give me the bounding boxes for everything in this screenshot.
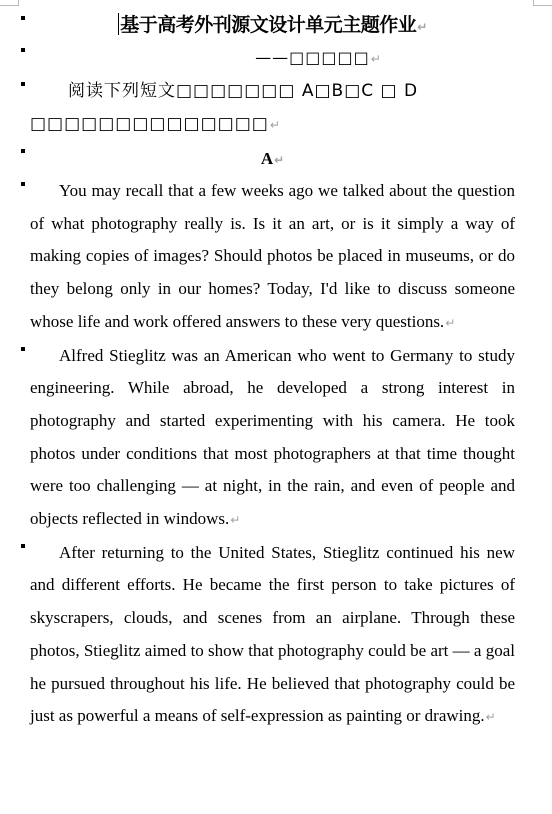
paragraph-mark-icon: ↵ — [274, 153, 285, 167]
paragraph-mark-icon: ↵ — [269, 118, 281, 132]
title-text: 基于高考外刊源文设计单元主题作业 — [120, 14, 417, 36]
document-title[interactable] — [30, 9, 515, 41]
paragraph-mark-icon: ↵ — [485, 710, 496, 725]
instructions-paragraph[interactable] — [30, 75, 515, 142]
body-paragraph-3[interactable] — [30, 537, 515, 734]
list-bullet-icon — [21, 48, 25, 52]
list-bullet-icon — [21, 149, 25, 153]
body-paragraph-2[interactable] — [30, 340, 515, 537]
paragraph-mark-icon: ↵ — [445, 315, 456, 330]
list-bullet-icon — [21, 544, 25, 548]
section-heading[interactable] — [30, 142, 515, 175]
paragraph-text: You may recall that a few weeks ago we talked about the question of what photography really is. Is it an art, or is it simply a way of making copies of images? Should photos be placed in museums, or do they belong only in our homes? Today, I'd like to discuss someone whose life and work offered answers to these very questions. — [30, 181, 515, 331]
paragraph-mark-icon: ↵ — [230, 513, 241, 528]
subtitle-text: ——□□□□□ — [255, 48, 370, 67]
paragraph-text: After returning to the United States, Stieglitz continued his new and different efforts. He became the first person to take pictures of skyscrapers, clouds, and scenes from an airplane. Through these photos, Stieglitz aimed to show that photography could be art — a goal he pursued throughout his life. He believed that photography could be just as powerful a means of self-expression as painting or drawing. — [30, 542, 515, 726]
body-paragraph-1[interactable] — [30, 175, 515, 340]
list-bullet-icon — [21, 182, 25, 186]
paragraph-mark-icon: ↵ — [370, 52, 382, 66]
section-heading-text: A — [260, 149, 274, 168]
list-bullet-icon — [21, 16, 25, 20]
paragraph-text: Alfred Stieglitz was an American who went to Germany to study engineering. While abroad, he developed a strong interest in photography and started experimenting with his camera. He took photos under conditions that most photographers at that time thought were too challenging — at night, in the rain, and even of people and objects reflected in windows. — [30, 345, 515, 529]
list-bullet-icon — [21, 82, 25, 86]
document-subtitle[interactable] — [30, 41, 552, 75]
instructions-text: 阅读下列短文□□□□□□□ A□B□C □ D □□□□□□□□□□□□□□ — [30, 81, 419, 134]
list-bullet-icon — [21, 347, 25, 351]
paragraph-mark-icon: ↵ — [417, 20, 427, 34]
